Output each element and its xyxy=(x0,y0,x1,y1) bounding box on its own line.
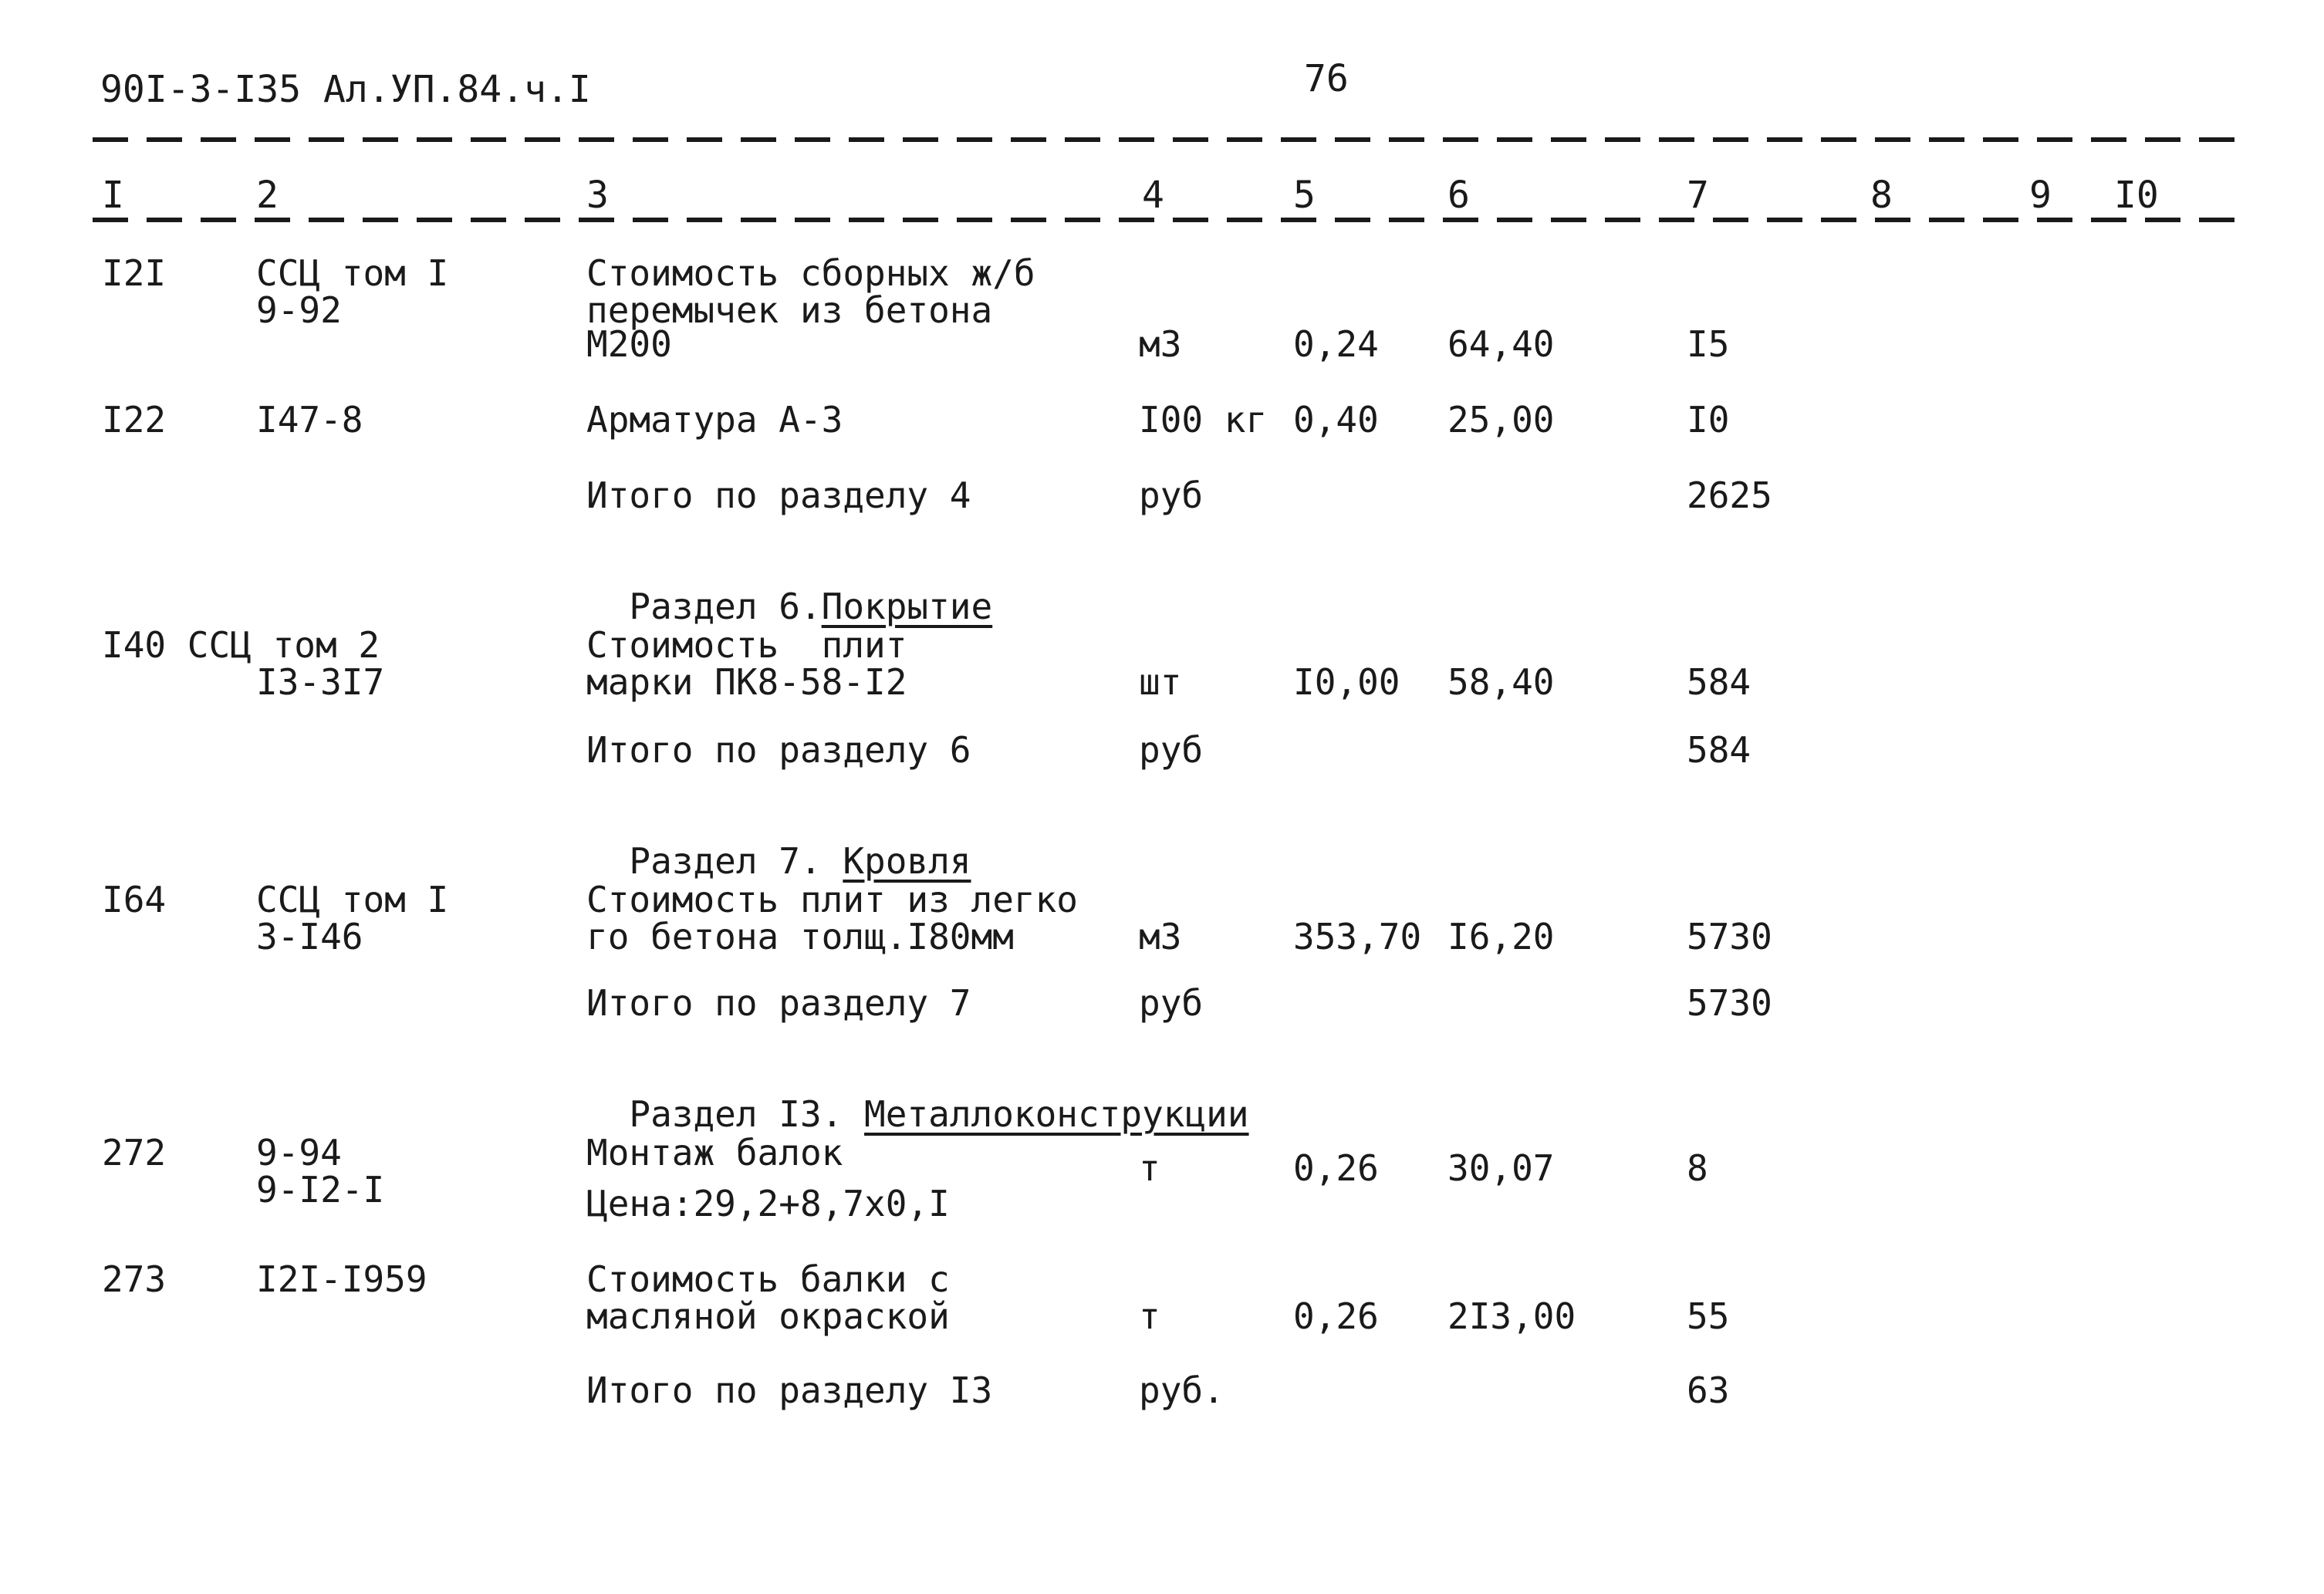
price-code: 3-I46 xyxy=(256,916,363,957)
column-number: 7 xyxy=(1687,174,1709,217)
total-cost: 584 xyxy=(1687,661,1751,703)
quantity: 0,24 xyxy=(1293,323,1379,365)
row-number: I2I xyxy=(102,252,167,294)
section-title: Покрытие xyxy=(821,586,993,627)
total-cost: 5730 xyxy=(1687,916,1772,957)
unit: м3 xyxy=(1139,323,1182,365)
unit: м3 xyxy=(1139,916,1182,957)
description: марки ПК8-58-I2 xyxy=(586,661,907,703)
subtotal-label: Итого по разделу I3 xyxy=(586,1369,993,1411)
section-title: Кровля xyxy=(843,840,971,882)
total-cost: 63 xyxy=(1687,1369,1730,1411)
row-number-and-code: I40 ССЦ том 2 xyxy=(102,624,380,666)
subtotal-label: Итого по разделу 4 xyxy=(586,474,971,516)
row-number: 272 xyxy=(102,1132,167,1174)
section-heading xyxy=(586,551,992,625)
description: М200 xyxy=(586,323,672,365)
subtotal-label: Итого по разделу 7 xyxy=(586,982,971,1024)
price-code: I3-3I7 xyxy=(256,661,385,703)
total-cost: 2625 xyxy=(1687,474,1772,516)
column-number: 4 xyxy=(1142,174,1164,217)
price-code: 9-I2-I xyxy=(256,1169,385,1211)
section-heading xyxy=(586,1059,1249,1133)
quantity: I0,00 xyxy=(1293,661,1400,703)
section-prefix: Раздел 6. xyxy=(629,586,822,627)
unit-price: 58,40 xyxy=(1447,661,1555,703)
column-number: 2 xyxy=(256,174,279,217)
description: перемычек из бетона xyxy=(586,289,993,331)
section-heading xyxy=(586,805,971,880)
unit: руб xyxy=(1139,474,1204,516)
total-cost: I0 xyxy=(1687,399,1730,441)
row-number: 273 xyxy=(102,1258,167,1300)
description: го бетона толщ.I80мм xyxy=(586,916,1014,957)
total-cost: 8 xyxy=(1687,1147,1708,1189)
unit: т xyxy=(1139,1147,1160,1189)
unit: руб xyxy=(1139,729,1204,771)
section-prefix: Раздел 7. xyxy=(629,840,822,882)
subtotal-label: Итого по разделу 6 xyxy=(586,729,971,771)
page-number: 76 xyxy=(1304,57,1349,100)
dashed-divider-columns xyxy=(93,218,2253,222)
unit: руб. xyxy=(1139,1369,1224,1411)
description: Монтаж балок xyxy=(586,1132,843,1174)
quantity: 0,40 xyxy=(1293,399,1379,441)
price-code: 9-94 xyxy=(256,1132,342,1174)
unit-price: 64,40 xyxy=(1447,323,1555,365)
total-cost: I5 xyxy=(1687,323,1730,365)
total-cost: 5730 xyxy=(1687,982,1772,1024)
price-code: I2I-I959 xyxy=(256,1258,427,1300)
total-cost: 584 xyxy=(1687,729,1751,771)
column-number: I xyxy=(102,174,124,217)
unit-price: 25,00 xyxy=(1447,399,1555,441)
price-code: I47-8 xyxy=(256,399,363,441)
section-title: Металлоконструкции xyxy=(864,1093,1249,1135)
column-number: 6 xyxy=(1447,174,1470,217)
unit: I00 кг xyxy=(1139,399,1268,441)
description: Стоимость балки с xyxy=(586,1258,950,1300)
row-number: I22 xyxy=(102,399,167,441)
quantity: 0,26 xyxy=(1293,1295,1379,1337)
column-number: 5 xyxy=(1293,174,1316,217)
description: Арматура А-3 xyxy=(586,399,843,441)
unit-price: I6,20 xyxy=(1447,916,1555,957)
section-prefix: Раздел I3. xyxy=(629,1093,843,1135)
unit: т xyxy=(1139,1295,1160,1337)
price-code: 9-92 xyxy=(256,289,342,331)
unit: шт xyxy=(1139,661,1182,703)
description: Стоимость плит из легко xyxy=(586,879,1078,920)
column-number: I0 xyxy=(2114,174,2159,217)
quantity: 353,70 xyxy=(1293,916,1422,957)
column-number: 9 xyxy=(2029,174,2052,217)
description: Стоимость сборных ж/б xyxy=(586,252,1035,294)
price-calculation: Цена:29,2+8,7х0,I xyxy=(586,1183,950,1224)
column-number: 3 xyxy=(586,174,609,217)
quantity: 0,26 xyxy=(1293,1147,1379,1189)
description: масляной окраской xyxy=(586,1295,950,1337)
total-cost: 55 xyxy=(1687,1295,1730,1337)
description: Стоимость плит xyxy=(586,624,907,666)
column-number: 8 xyxy=(1870,174,1893,217)
dashed-divider-top xyxy=(93,137,2253,142)
unit-price: 2I3,00 xyxy=(1447,1295,1576,1337)
document-code: 90I-3-I35 Ал.УП.84.ч.I xyxy=(100,68,591,111)
price-code: ССЦ том I xyxy=(256,252,449,294)
unit: руб xyxy=(1139,982,1204,1024)
unit-price: 30,07 xyxy=(1447,1147,1555,1189)
price-code: ССЦ том I xyxy=(256,879,449,920)
row-number: I64 xyxy=(102,879,167,920)
